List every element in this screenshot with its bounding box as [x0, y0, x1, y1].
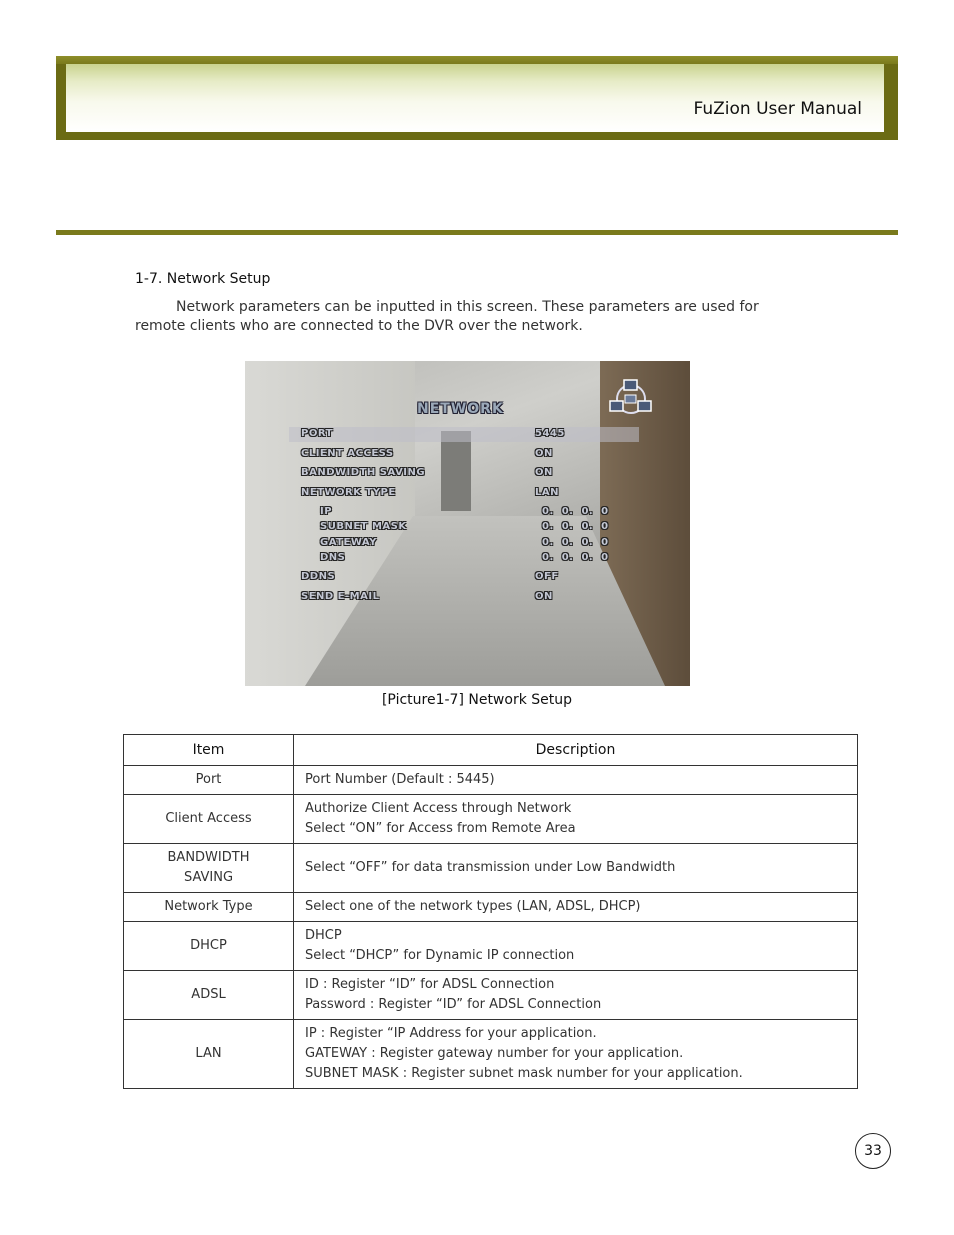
description-text: IP : Register “IP Address for your application. — [305, 1026, 597, 1041]
intro-line-2: remote clients who are connected to the DVR over the network. — [135, 318, 583, 334]
description-text: Authorize Client Access through Network — [305, 801, 572, 816]
description-text: Select “OFF” for data transmission under Low Bandwidth — [305, 860, 676, 875]
description-text: DHCP — [305, 928, 342, 943]
osd-label-dns: DNS — [320, 552, 346, 563]
table-row — [124, 1020, 858, 1089]
item-cell — [124, 922, 294, 971]
osd-label-ddns: DDNS — [301, 571, 336, 582]
network-settings-table — [123, 734, 858, 1089]
dvr-menu-title: NETWORK — [417, 401, 504, 417]
description-text: Port Number (Default : 5445) — [305, 772, 495, 787]
banner-panel — [66, 64, 884, 132]
osd-label-gateway: GATEWAY — [320, 537, 377, 548]
osd-value-ddns: OFF — [535, 571, 559, 582]
column-header-item: Item — [124, 735, 294, 766]
manual-title: FuZion User Manual — [693, 99, 862, 119]
item-cell — [124, 795, 294, 844]
table-row — [124, 971, 858, 1020]
item-text: Port — [195, 772, 222, 787]
item-cell — [124, 893, 294, 922]
section-heading: 1-7. Network Setup — [135, 271, 271, 287]
item-cell — [124, 844, 294, 893]
description-cell — [294, 971, 858, 1020]
description-cell — [294, 795, 858, 844]
intro-paragraph — [135, 298, 795, 336]
description-text: Select “ON” for Access from Remote Area — [305, 821, 576, 836]
osd-value-bandwidth-saving: ON — [535, 467, 553, 478]
item-cell — [124, 971, 294, 1020]
description-text: GATEWAY : Register gateway number for your application. — [305, 1046, 684, 1061]
section-divider — [56, 230, 898, 235]
figure-caption: [Picture1-7] Network Setup — [381, 692, 573, 708]
osd-label-bandwidth-saving: BANDWIDTH SAVING — [301, 467, 426, 478]
osd-label-subnet-mask: SUBNET MASK — [320, 521, 407, 532]
description-cell — [294, 893, 858, 922]
description-text: Password : Register “ID” for ADSL Connection — [305, 997, 602, 1012]
banner-bevel — [56, 56, 898, 64]
item-text: ADSL — [191, 987, 226, 1002]
osd-label-port: PORT — [301, 428, 333, 439]
header-banner — [56, 56, 898, 140]
corridor-door — [441, 431, 471, 511]
osd-label-ip: IP — [320, 506, 333, 517]
item-text: SAVING — [183, 870, 234, 885]
description-cell — [294, 844, 858, 893]
osd-value-gateway: 0. 0. 0. 0 — [542, 537, 609, 548]
osd-value-network-type: LAN — [535, 487, 559, 498]
item-cell — [124, 1020, 294, 1089]
description-text: Select “DHCP” for Dynamic IP connection — [305, 948, 575, 963]
table-header-row — [124, 735, 858, 766]
description-cell — [294, 922, 858, 971]
osd-value-client-access: ON — [535, 448, 553, 459]
intro-line-1: Network parameters can be inputted in this screen. These parameters are used for — [176, 299, 759, 315]
table-row — [124, 766, 858, 795]
table-row — [124, 844, 858, 893]
table-row — [124, 893, 858, 922]
osd-value-send-email: ON — [535, 591, 553, 602]
osd-label-send-email: SEND E-MAIL — [301, 591, 380, 602]
network-icon — [609, 379, 653, 417]
osd-value-ip: 0. 0. 0. 0 — [542, 506, 609, 517]
osd-value-dns: 0. 0. 0. 0 — [542, 552, 609, 563]
description-cell — [294, 766, 858, 795]
table-row — [124, 795, 858, 844]
column-header-description: Description — [294, 735, 858, 766]
osd-label-client-access: CLIENT ACCESS — [301, 448, 394, 459]
description-cell — [294, 1020, 858, 1089]
osd-value-port: 5445 — [535, 428, 565, 439]
item-text: BANDWIDTH — [167, 850, 250, 865]
description-text: ID : Register “ID” for ADSL Connection — [305, 977, 555, 992]
table-row — [124, 922, 858, 971]
item-cell — [124, 766, 294, 795]
page-number: 33 — [855, 1133, 891, 1169]
item-text: Client Access — [165, 811, 252, 826]
description-text: SUBNET MASK : Register subnet mask number for your application. — [305, 1066, 743, 1081]
item-text: DHCP — [190, 938, 227, 953]
description-text: Select one of the network types (LAN, ADSL, DHCP) — [305, 899, 641, 914]
osd-value-subnet-mask: 0. 0. 0. 0 — [542, 521, 609, 532]
osd-label-network-type: NETWORK TYPE — [301, 487, 396, 498]
dvr-network-screenshot — [245, 361, 690, 686]
item-text: LAN — [195, 1046, 222, 1061]
item-text: Network Type — [164, 899, 253, 914]
selected-row-highlight — [289, 427, 639, 442]
